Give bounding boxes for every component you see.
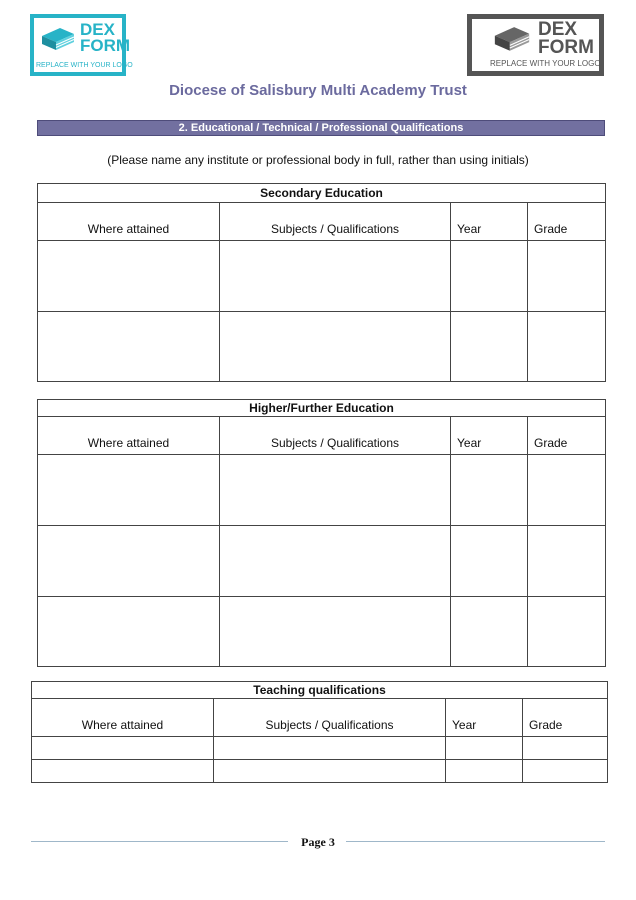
- column-header-grade: Grade: [528, 203, 606, 241]
- table-row: [38, 597, 606, 667]
- book-stack-icon: [492, 25, 532, 55]
- column-header-subjects: Subjects / Qualifications: [220, 203, 451, 241]
- book-stack-icon: [40, 26, 76, 54]
- column-header-where: Where attained: [38, 417, 220, 455]
- higher-education-table: [37, 399, 606, 667]
- where-cell[interactable]: [38, 241, 220, 312]
- subjects-cell[interactable]: [220, 455, 451, 526]
- logo-right: [467, 14, 604, 76]
- table-row: [38, 526, 606, 597]
- where-cell[interactable]: [38, 312, 220, 382]
- grade-cell[interactable]: [523, 760, 608, 783]
- teaching-qualifications-table: [31, 681, 608, 783]
- secondary-education-table: [37, 183, 606, 382]
- grade-cell[interactable]: [528, 312, 606, 382]
- column-header-year: Year: [451, 203, 528, 241]
- where-cell[interactable]: [38, 526, 220, 597]
- grade-cell[interactable]: [528, 241, 606, 312]
- table-row: [38, 241, 606, 312]
- grade-cell[interactable]: [528, 526, 606, 597]
- year-cell[interactable]: [451, 526, 528, 597]
- logo-left-tagline: REPLACE WITH YOUR LOGO: [36, 62, 133, 69]
- column-header-subjects: Subjects / Qualifications: [214, 699, 446, 737]
- section-heading: 2. Educational / Technical / Professional Qualifications: [37, 120, 605, 136]
- table-row: [32, 760, 608, 783]
- where-cell[interactable]: [32, 737, 214, 760]
- grade-cell[interactable]: [528, 597, 606, 667]
- subjects-cell[interactable]: [220, 312, 451, 382]
- year-cell[interactable]: [446, 760, 523, 783]
- column-header-grade: Grade: [523, 699, 608, 737]
- instruction-note: (Please name any institute or professional body in full, rather than using initials): [107, 153, 529, 167]
- subjects-cell[interactable]: [214, 737, 446, 760]
- logo-left: [30, 14, 133, 76]
- year-cell[interactable]: [451, 312, 528, 382]
- column-header-where: Where attained: [32, 699, 214, 737]
- logo-left-word: DEX FORM: [80, 20, 131, 55]
- subjects-cell[interactable]: [214, 760, 446, 783]
- logo-right-word: DEX FORM: [538, 19, 594, 58]
- logo-right-tagline: REPLACE WITH YOUR LOGO: [490, 59, 601, 68]
- column-header-subjects: Subjects / Qualifications: [220, 417, 451, 455]
- column-header-year: Year: [446, 699, 523, 737]
- subjects-cell[interactable]: [220, 597, 451, 667]
- grade-cell[interactable]: [523, 737, 608, 760]
- page-number: Page 3: [301, 835, 335, 849]
- column-header-grade: Grade: [528, 417, 606, 455]
- year-cell[interactable]: [451, 597, 528, 667]
- where-cell[interactable]: [38, 455, 220, 526]
- table-caption: Secondary Education: [38, 184, 606, 203]
- table-caption: Higher/Further Education: [38, 400, 606, 417]
- table-row: [38, 455, 606, 526]
- column-header-year: Year: [451, 417, 528, 455]
- year-cell[interactable]: [451, 455, 528, 526]
- subjects-cell[interactable]: [220, 241, 451, 312]
- where-cell[interactable]: [38, 597, 220, 667]
- page-title: Diocese of Salisbury Multi Academy Trust: [169, 82, 467, 99]
- grade-cell[interactable]: [528, 455, 606, 526]
- year-cell[interactable]: [446, 737, 523, 760]
- table-row: [38, 312, 606, 382]
- table-row: [32, 737, 608, 760]
- column-header-where: Where attained: [38, 203, 220, 241]
- year-cell[interactable]: [451, 241, 528, 312]
- where-cell[interactable]: [32, 760, 214, 783]
- subjects-cell[interactable]: [220, 526, 451, 597]
- table-caption: Teaching qualifications: [32, 682, 608, 699]
